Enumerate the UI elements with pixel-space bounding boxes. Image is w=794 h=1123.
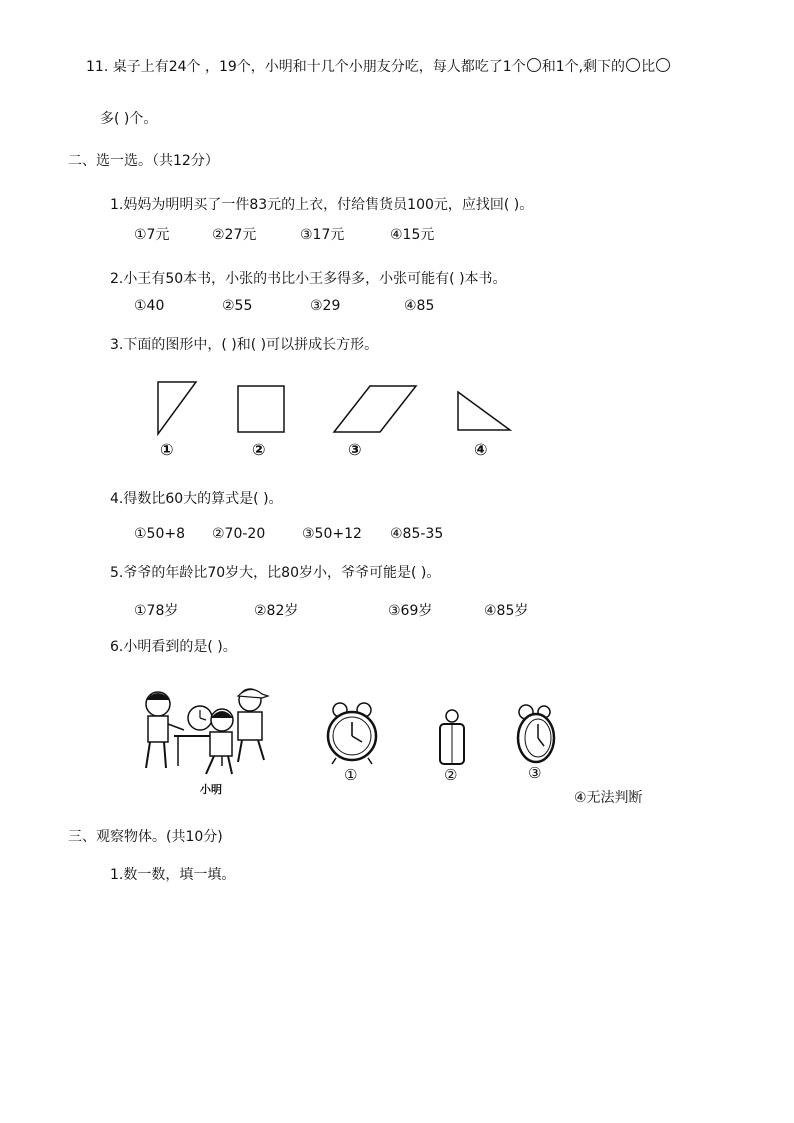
q2-1-option-4: ④15元: [390, 227, 435, 243]
q11-text-c: 比: [641, 59, 656, 75]
q11-text-a: 11. 桌子上有24个 ，19个，小明和十几个小朋友分吃，每人都吃了1个: [86, 59, 526, 75]
q2-5-option-3: ③69岁: [388, 603, 433, 619]
q11-line2: 多( )个。: [100, 111, 158, 127]
triangle-shape-2: [450, 380, 520, 440]
q2-5-text: 5.爷爷的年龄比70岁大，比80岁小，爷爷可能是( )。: [110, 565, 441, 581]
circle-icon: [527, 58, 541, 72]
q2-4-option-1: ①50+8: [134, 526, 186, 542]
q3-1-text: 1.数一数，填一填。: [110, 867, 236, 883]
q2-5-option-4: ④85岁: [484, 603, 529, 619]
q2-3-text: 3.下面的图形中，( )和( )可以拼成长方形。: [110, 337, 379, 353]
q2-1-text: 1.妈妈为明明买了一件83元的上衣，付给售货员100元，应找回( )。: [110, 197, 534, 213]
q2-4-option-2: ②70-20: [212, 526, 266, 542]
clock-label-2: ②: [444, 766, 458, 784]
clock-label-1: ①: [344, 766, 358, 784]
q2-1-option-2: ②27元: [212, 227, 257, 243]
q2-6-text: 6.小明看到的是( )。: [110, 639, 237, 655]
q2-4-text: 4.得数比60大的算式是( )。: [110, 491, 283, 507]
q2-4-option-3: ③50+12: [302, 526, 362, 542]
q11-text-b: 和1个,剩下的: [541, 59, 626, 75]
shape-label-4: ④: [474, 440, 488, 459]
circle-icon: [626, 58, 640, 72]
alarm-clock-front-icon: [322, 700, 382, 770]
illustration-caption: 小明: [200, 783, 222, 796]
parallelogram-shape: [330, 380, 430, 440]
q2-4-option-4: ④85-35: [390, 526, 444, 542]
shape-label-2: ②: [252, 440, 266, 459]
triangle-shape-1: [150, 380, 210, 440]
q2-2-option-4: ④85: [404, 298, 435, 314]
square-shape: [230, 380, 290, 440]
q2-2-option-1: ①40: [134, 298, 165, 314]
children-illustration: [134, 680, 274, 790]
clock-label-3: ③: [528, 764, 542, 782]
alarm-clock-angled-icon: [510, 702, 560, 768]
circle-icon: [656, 58, 670, 72]
section3-title: 三、观察物体。(共10分): [68, 829, 223, 845]
q2-2-option-3: ③29: [310, 298, 341, 314]
shape-label-1: ①: [160, 440, 174, 459]
q11-line1: [86, 56, 671, 76]
shape-label-3: ③: [348, 440, 362, 459]
section2-title: 二、选一选。（共12分）: [68, 153, 219, 169]
q2-1-option-1: ①7元: [134, 227, 170, 243]
q2-2-text: 2.小王有50本书，小张的书比小王多得多，小张可能有( )本书。: [110, 271, 507, 287]
q2-5-option-2: ②82岁: [254, 603, 299, 619]
q2-6-option-4: ④无法判断: [574, 790, 643, 806]
alarm-clock-side-icon: [432, 706, 472, 770]
q2-2-option-2: ②55: [222, 298, 253, 314]
q2-5-option-1: ①78岁: [134, 603, 179, 619]
q2-1-option-3: ③17元: [300, 227, 345, 243]
